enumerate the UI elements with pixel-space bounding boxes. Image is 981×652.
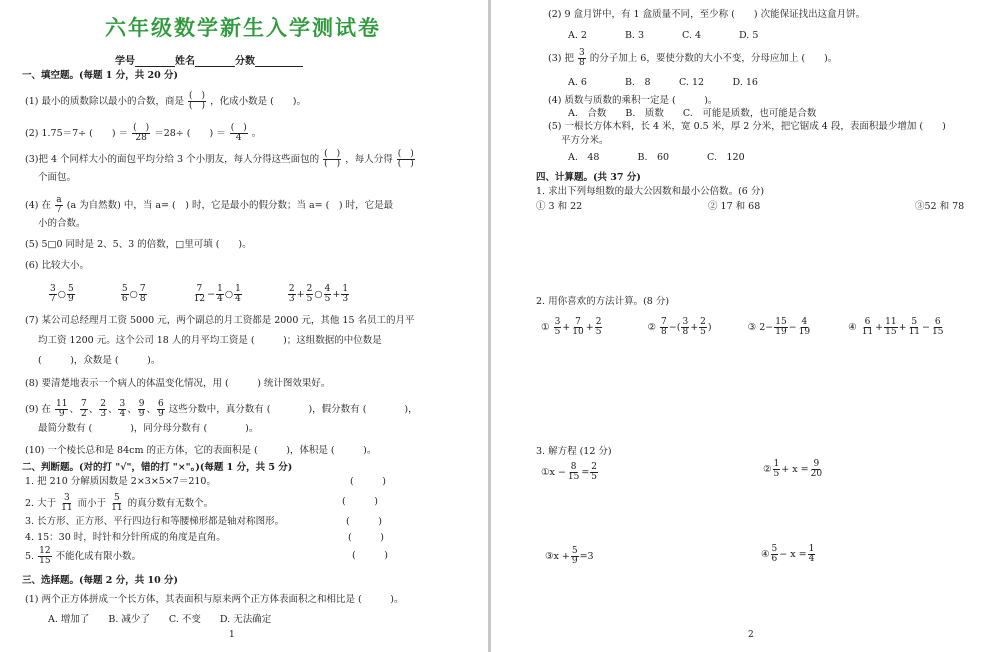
fill-q8: (8) 要清楚地表示一个病人的体温变化情况，用 ( ) 统计图效果好。 <box>25 378 331 389</box>
name-label: 姓名 <box>175 56 195 67</box>
judge-1: 1. 把 210 分解质因数是 2×3×5×7＝210。 <box>25 476 216 487</box>
page-number-2: 2 <box>748 630 754 640</box>
calc-1-item-3: ③52 和 78 <box>915 201 965 212</box>
section-3-heading: 三、选择题。(每题 2 分，共 10 分) <box>22 575 179 586</box>
judge-1-paren: ( ) <box>350 476 386 487</box>
section-2-heading: 二、判断题。(对的打 "√"，错的打 "×"。)(每题 1 分，共 5 分) <box>22 462 293 473</box>
judge-2-paren: ( ) <box>342 496 378 507</box>
equation-3: ③x + $\frac{5}{9}$ =3 <box>545 546 594 566</box>
fill-q3-cont: 个面包。 <box>38 172 77 183</box>
choice-5: (5) 一根长方体木料，长 4 米，宽 0.5 米，厚 2 分米，把它锯成 4 段，表面积最少增加 ( ) <box>548 121 946 132</box>
choice-2-options: A. 2 B. 3 C. 4 D. 5 <box>568 30 759 41</box>
choice-5-options: A. 48 B. 60 C. 120 <box>568 152 745 163</box>
exam-title: 六年级数学新生入学测试卷 <box>105 16 381 40</box>
page-divider <box>488 0 491 652</box>
fill-q7: (7) 某公司总经理月工资 5000 元，两个副总的月工资都是 2000 元，其他 15 名员工的月平 <box>25 315 415 326</box>
choice-1: (1) 两个正方体拼成一个长方体，其表面积与原来两个正方体表面积之和相比是 ( )。 <box>25 594 404 605</box>
fill-q7-cont1: 均工资 1200 元。这个公司 18 人的月平均工资是 ( )；这组数据的中位数是 <box>38 335 382 346</box>
judge-2: 2. 大于 $\frac{3}{11}$ 而小于 $\frac{5}{11}$ 的真分数有无数个。 <box>25 493 214 513</box>
fill-q10: (10) 一个棱长总和是 84cm 的正方体，它的表面积是 ( )，体积是 ( )。 <box>25 445 377 456</box>
fill-q2: (2) 1.75＝7÷ ( ) ＝ $\frac{( )}{28}$ ＝28÷ ( ) ＝ $\frac{( )}{4}$ 。 <box>25 123 262 143</box>
judge-3-paren: ( ) <box>346 516 382 527</box>
page-number-1: 1 <box>229 630 235 640</box>
calc-2-exprs: ① $\frac{3}{5}$ + $\frac{7}{10}$ + $\frac{2}{5}$ ② $\frac{7}{8}$ −( $\frac{3}{8}$ + $\frac{2}{5}$ ) ③ 2− $\frac{15}{19}$ − $\frac{4}{19}$ ④ $\frac{6}{11}$ + $\frac{11}{15}$ + $\frac{5}{11}$ − $\frac{6}{15}$ <box>541 317 944 337</box>
judge-4: 4. 15：30 时，时针和分针所成的角度是直角。 <box>25 532 226 543</box>
choice-5-cont: 平方分米。 <box>561 135 609 146</box>
choice-4: (4) 质数与质数的乘积一定是 ( )。 <box>548 95 718 106</box>
fill-q4: (4) 在 $\frac{a}{7}$ (a 为自然数) 中，当 a= ( ) 时，它是最小的假分数；当 a= ( ) 时，它是最 <box>25 195 394 215</box>
choice-4-options: A. 合数 B. 质数 C. 可能是质数，也可能是合数 <box>568 108 817 119</box>
fill-q4-cont: 小的合数。 <box>38 218 86 229</box>
student-no-label: 学号 <box>115 56 135 67</box>
compare-row: $\frac{3}{7}$ ○ $\frac{5}{9}$ $\frac{5}{6}$ ○ $\frac{7}{8}$ $\frac{7}{12}$ − $\frac{1}{4}$ ○ $\frac{1}{4}$ $\frac{2}{3}$ + $\frac{2}{5}$ ○ $\frac{4}{5}$ + $\frac{1}{3}$ <box>50 284 349 304</box>
fill-q7-cont2: ( )，众数是 ( )。 <box>38 355 161 366</box>
calc-2: 2. 用你喜欢的方法计算。(8 分) <box>536 296 670 307</box>
student-info-line <box>115 52 303 67</box>
calc-1-item-1: ① 3 和 22 <box>536 201 583 212</box>
judge-5-paren: ( ) <box>352 550 388 561</box>
fill-q6: (6) 比较大小。 <box>25 260 89 271</box>
exam-page-1 <box>0 0 486 652</box>
score-label: 分数 <box>235 56 255 67</box>
choice-3-options: A. 6 B. 8 C. 12 D. 16 <box>568 77 758 88</box>
calc-3: 3. 解方程 (12 分) <box>536 446 612 457</box>
fill-q9-cont: 最简分数有 ( )，同分母分数有 ( )。 <box>38 423 259 434</box>
fill-q1: (1) 最小的质数除以最小的合数，商是 $\frac{( )}{( )}$ ，化成小数是 ( )。 <box>25 91 307 111</box>
section-4-heading: 四、计算题。(共 37 分) <box>536 172 641 183</box>
choice-3: (3) 把 $\frac{3}{8}$ 的分子加上 6，要使分数的大小不变，分母应加上 ( )。 <box>548 48 838 68</box>
calc-1-item-2: ② 17 和 68 <box>708 201 761 212</box>
equation-4: ④ $\frac{5}{6}$ − x = $\frac{1}{4}$ <box>761 544 815 564</box>
score-blank <box>255 56 303 67</box>
fill-q9: (9) 在 $\frac{11}{9}$ 、 $\frac{7}{2}$ 、 $\frac{2}{3}$ 、 $\frac{3}{4}$ 、 $\frac{9}{9}$ 、 $\frac{6}{9}$ 这些分数中，真分数有 ( )，假分数有 ( )， <box>25 399 418 419</box>
choice-2: (2) 9 盒月饼中，有 1 盒质量不同，至少称 ( ) 次能保证找出这盒月饼。 <box>548 9 866 20</box>
name-blank <box>195 56 235 67</box>
student-no-blank <box>135 56 175 67</box>
exam-page-2 <box>493 0 981 652</box>
equation-1: ①x − $\frac{8}{15}$ = $\frac{2}{5}$ <box>541 462 598 482</box>
calc-1: 1. 求出下列每组数的最大公因数和最小公倍数。(6 分) <box>536 186 765 197</box>
section-1-heading: 一、填空题。(每题 1 分，共 20 分) <box>22 70 179 81</box>
judge-5: 5. $\frac{12}{15}$ 不能化成有限小数。 <box>25 546 142 566</box>
choice-1-options: A. 增加了 B. 减少了 C. 不变 D. 无法确定 <box>48 614 272 625</box>
fill-q5: (5) 5□0 同时是 2、5、3 的倍数，□里可填 ( )。 <box>25 239 252 250</box>
judge-3: 3. 长方形、正方形、平行四边行和等腰梯形都是轴对称图形。 <box>25 516 285 527</box>
fill-q3: (3)把 4 个同样大小的面包平均分给 3 个小朋友，每人分得这些面包的 $\frac{( )}{( )}$ ，每人分得 $\frac{( )}{( )}$ <box>25 149 414 169</box>
equation-2: ② $\frac{1}{5}$ + x = $\frac{9}{20}$ <box>763 459 823 479</box>
judge-4-paren: ( ) <box>348 532 384 543</box>
